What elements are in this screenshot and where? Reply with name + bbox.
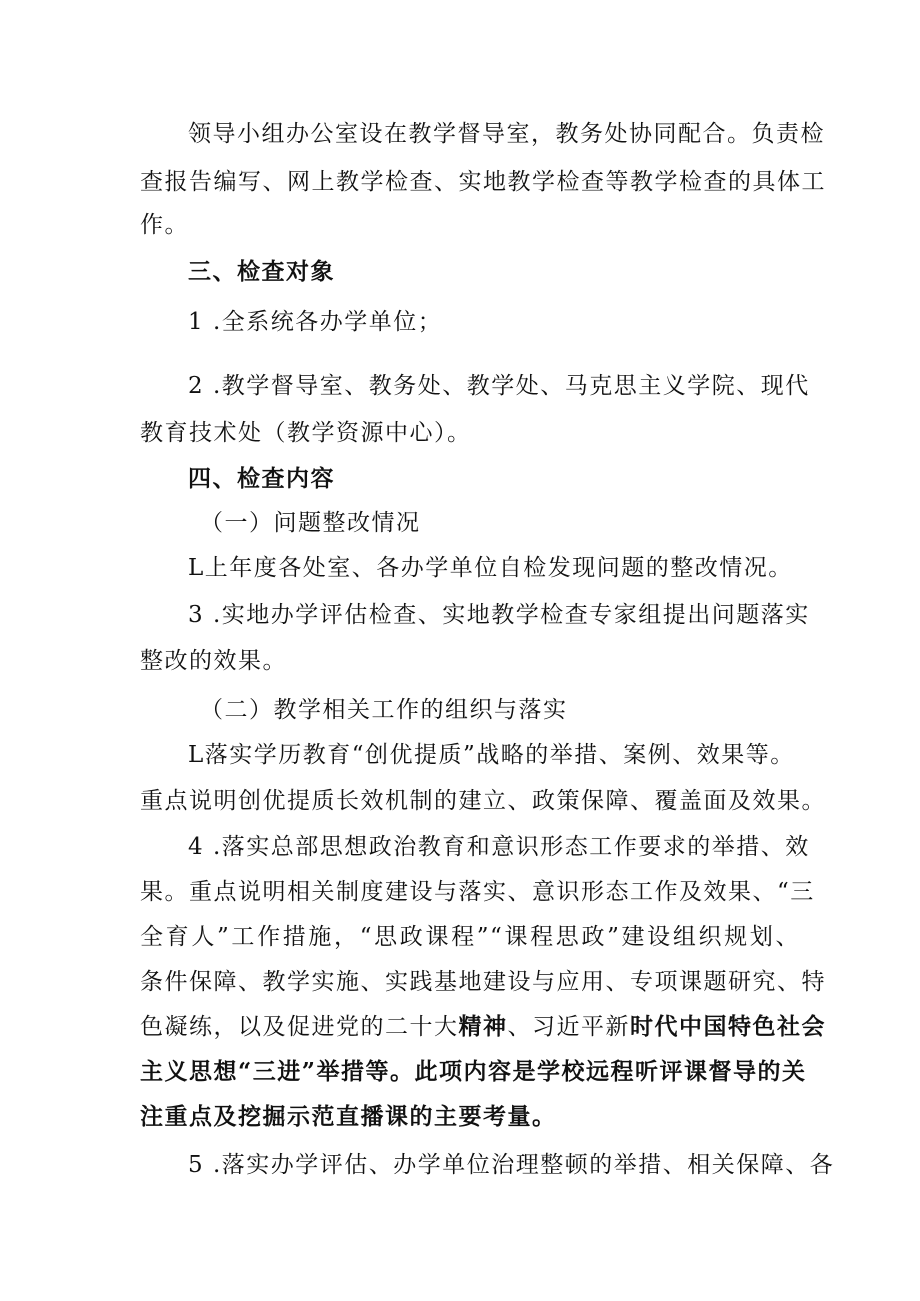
list-item-1: 1 .全系统各办学单位；: [188, 309, 443, 335]
content-item-l-strategy-line-2: 重点说明创优提质长效机制的建立、政策保障、覆盖面及效果。: [140, 788, 826, 814]
content-item-4-line-7: 注重点及挖掘示范直播课的主要考量。: [140, 1103, 557, 1130]
content-item-4-line-5: [140, 1012, 826, 1042]
line-5-text-regular-2: 、习近平新: [507, 1014, 630, 1040]
paragraph-office-line-3: 作。: [140, 212, 189, 238]
content-item-4-line-3: 全育人”工作措施，“思政课程”“课程思政”建设组织规划、: [140, 924, 800, 950]
list-item-2-line-1: 2 .教学督导室、教务处、教学处、马克思主义学院、现代: [188, 373, 810, 399]
content-item-3-line-2: 整改的效果。: [140, 648, 287, 674]
section-heading-inspection-content: 四、检查内容: [188, 465, 335, 492]
line-5-text-bold-spirit: 精神: [458, 1013, 508, 1040]
line-5-text-bold-era: 时代中国特色社会: [630, 1013, 826, 1040]
content-item-4-line-2: 果。重点说明相关制度建设与落实、意识形态工作及效果、“三: [140, 879, 815, 905]
section-heading-inspection-objects: 三、检查对象: [188, 258, 335, 285]
content-item-3-line-1: 3 .实地办学评估检查、实地教学检查专家组提出问题落实: [188, 602, 810, 628]
line-5-text-regular: 色凝练，以及促进党的二十大: [140, 1014, 459, 1040]
subsection-heading-teaching-work: （二）教学相关工作的组织与落实: [200, 697, 568, 723]
content-item-5-line-1: 5 .落实办学评估、办学单位治理整顿的举措、相关保障、各: [188, 1152, 835, 1178]
subsection-heading-rectification: （一）问题整改情况: [200, 510, 421, 536]
content-item-4-line-6: 主义思想“三进”举措等。此项内容是学校远程听评课督导的关: [140, 1058, 807, 1085]
content-item-4-line-1: 4 .落实总部思想政治教育和意识形态工作要求的举措、效: [188, 834, 810, 860]
paragraph-office-line-1: 领导小组办公室设在教学督导室，教务处协同配合。负责检: [188, 121, 825, 147]
content-item-4-line-4: 条件保障、教学实施、实践基地建设与应用、专项课题研究、特: [140, 969, 826, 995]
content-item-l-rectification: L上年度各处室、各办学单位自检发现问题的整改情况。: [188, 555, 793, 581]
list-item-2-line-2: 教育技术处（教学资源中心）。: [140, 420, 472, 446]
content-item-l-strategy-line-1: L落实学历教育“创优提质”战略的举措、案例、效果等。: [188, 742, 795, 768]
paragraph-office-line-2: 查报告编写、网上教学检查、实地教学检查等教学检查的具体工: [140, 169, 826, 195]
